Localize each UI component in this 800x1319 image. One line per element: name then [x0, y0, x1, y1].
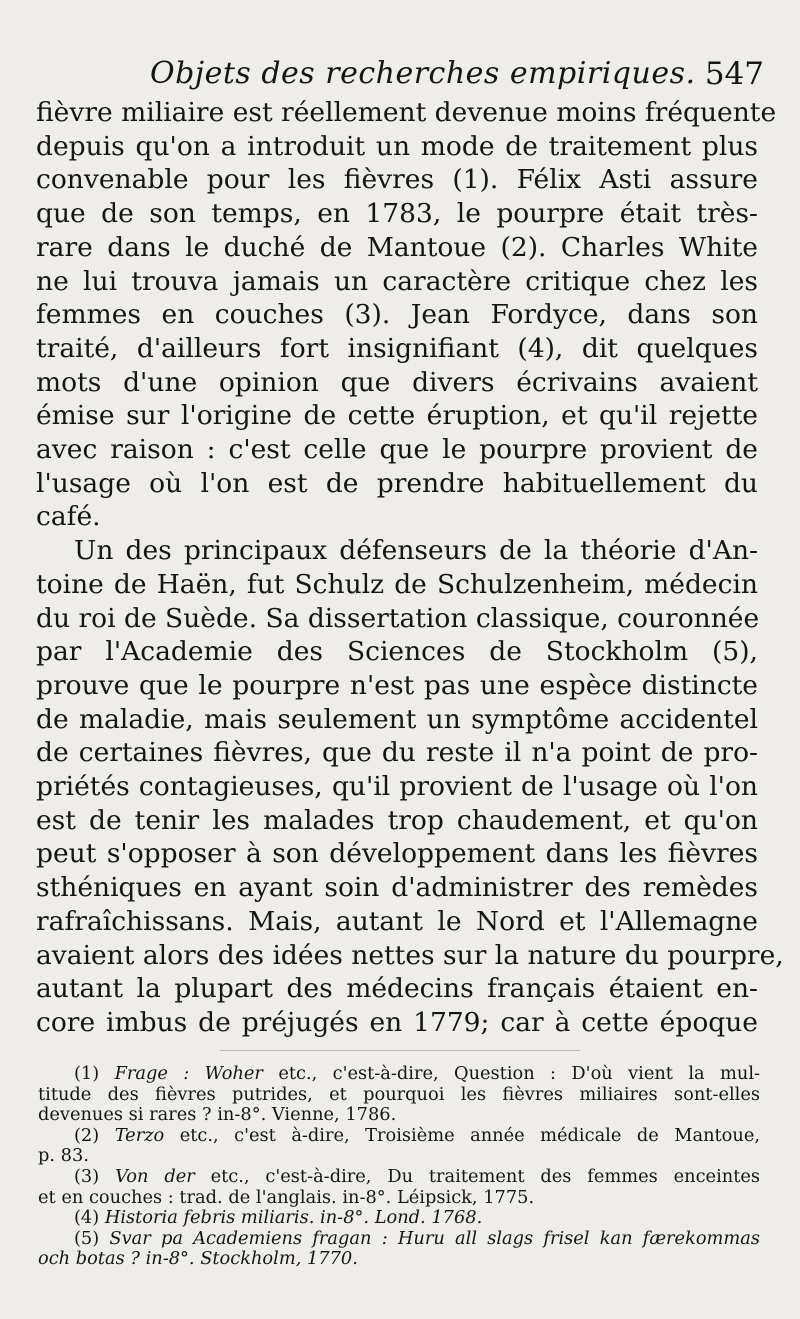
- footnote-3: [38, 1167, 760, 1208]
- footnote-line: devenues si rares ? in-8°. Vienne, 1786.: [38, 1104, 397, 1126]
- text-line: l'usage où l'on est de prendre habituellement du: [36, 467, 758, 499]
- text-line: traité, d'ailleurs fort insignifiant (4), dit quelques: [36, 332, 758, 364]
- text-line: avaient alors des idées nettes sur la nature du pourpre,: [36, 939, 784, 971]
- text-line: core imbus de préjugés en 1779; car à cette époque: [36, 1006, 758, 1038]
- footnote-line: et en couches : trad. de l'anglais. in-8°. Léipsick, 1775.: [38, 1186, 535, 1208]
- footnote-line: [38, 1208, 760, 1229]
- footnote-1: [38, 1064, 760, 1126]
- text-line: mots d'une opinion que divers écrivains avaient: [36, 366, 758, 398]
- paragraph-2: [36, 534, 784, 1040]
- footnote-title: Frage : Woher: [114, 1063, 263, 1084]
- footnote-text: etc., c'est-à-dire, Du traitement des femmes enceintes: [210, 1165, 761, 1187]
- footnote-text: Svar pa Academiens fragan : Huru all slags frisel kan færekommas: [109, 1227, 760, 1249]
- footnote-mark: (5): [74, 1227, 100, 1249]
- text-line: émise sur l'origine de cette éruption, et qu'il rejette: [36, 400, 758, 432]
- footnote-text: etc., c'est-à-dire, Question : D'où vient la mul-: [278, 1063, 761, 1084]
- text-line: convenable pour les fièvres (1). Félix Asti assure: [36, 164, 758, 196]
- text-line: peut s'opposer à son développement dans les fièvres: [36, 838, 758, 870]
- footnote-mark: (1): [74, 1063, 100, 1084]
- text-line: toine de Haën, fut Schulz de Schulzenheim, médecin: [36, 568, 758, 600]
- text-line: priétés contagieuses, qu'il provient de l'usage où l'on: [36, 771, 758, 803]
- text-line: sthéniques en ayant soin d'administrer des remèdes: [36, 872, 758, 904]
- text-line: rare dans le duché de Mantoue (2). Charles White: [36, 231, 758, 263]
- text-line: de certaines fièvres, que du reste il n'a point de pro-: [36, 737, 758, 769]
- footnote-line: titude des fièvres putrides, et pourquoi les fièvres miliaires sont-elles: [38, 1083, 760, 1105]
- running-title: Objets des recherches empiriques.: [150, 56, 696, 91]
- text-line: café.: [36, 501, 101, 533]
- footnote-line: [38, 1229, 760, 1250]
- text-line: par l'Academie des Sciences de Stockholm (5),: [36, 636, 758, 668]
- text-line: Un des principaux défenseurs de la théorie d'An-: [74, 535, 758, 567]
- text-line: ne lui trouva jamais un caractère critique chez les: [36, 265, 758, 297]
- text-line: de maladie, mais seulement un symptôme accidentel: [36, 703, 758, 735]
- footnote-line: [38, 1064, 760, 1085]
- text-line: du roi de Suède. Sa dissertation classique, couronnée: [36, 602, 760, 634]
- footnote-line: [38, 1167, 760, 1188]
- footnote-title: Terzo: [114, 1124, 165, 1146]
- footnote-text: etc., c'est à-dire, Troisième année médicale de Mantoue,: [179, 1124, 760, 1146]
- footnote-line: p. 83.: [38, 1145, 89, 1167]
- text-line: prouve que le pourpre n'est pas une espèce distincte: [36, 669, 758, 701]
- footnote-mark: (2): [74, 1124, 100, 1146]
- text-line: femmes en couches (3). Jean Fordyce, dans son: [36, 299, 758, 331]
- text-line: autant la plupart des médecins français étaient en-: [36, 973, 758, 1005]
- footnote-divider: [220, 1050, 580, 1051]
- text-line: est de tenir les malades trop chaudement, et qu'on: [36, 804, 758, 836]
- body-text: [36, 96, 784, 1040]
- footnote-2: [38, 1126, 760, 1167]
- text-line: que de son temps, en 1783, le pourpre était très-: [36, 198, 758, 230]
- footnote-5: [38, 1229, 760, 1270]
- footnote-line: [38, 1126, 760, 1147]
- footnotes: [38, 1064, 760, 1270]
- footnote-mark: (4): [74, 1207, 100, 1229]
- paragraph-1: [36, 96, 777, 534]
- footnote-4: [38, 1208, 760, 1229]
- text-line: depuis qu'on a introduit un mode de traitement plus: [36, 130, 758, 162]
- page-number: 547: [704, 56, 764, 92]
- page-header: [150, 52, 770, 96]
- footnote-mark: (3): [74, 1165, 100, 1187]
- footnote-title: Von der: [115, 1165, 195, 1187]
- footnote-line: och botas ? in-8°. Stockholm, 1770.: [38, 1248, 358, 1270]
- text-line: avec raison : c'est celle que le pourpre provient de: [36, 434, 758, 466]
- text-line: rafraîchissans. Mais, autant le Nord et l'Allemagne: [36, 905, 758, 937]
- text-line: fièvre miliaire est réellement devenue moins fréquente: [36, 97, 777, 128]
- footnote-text: Historia febris miliaris. in-8°. Lond. 1768.: [104, 1207, 483, 1229]
